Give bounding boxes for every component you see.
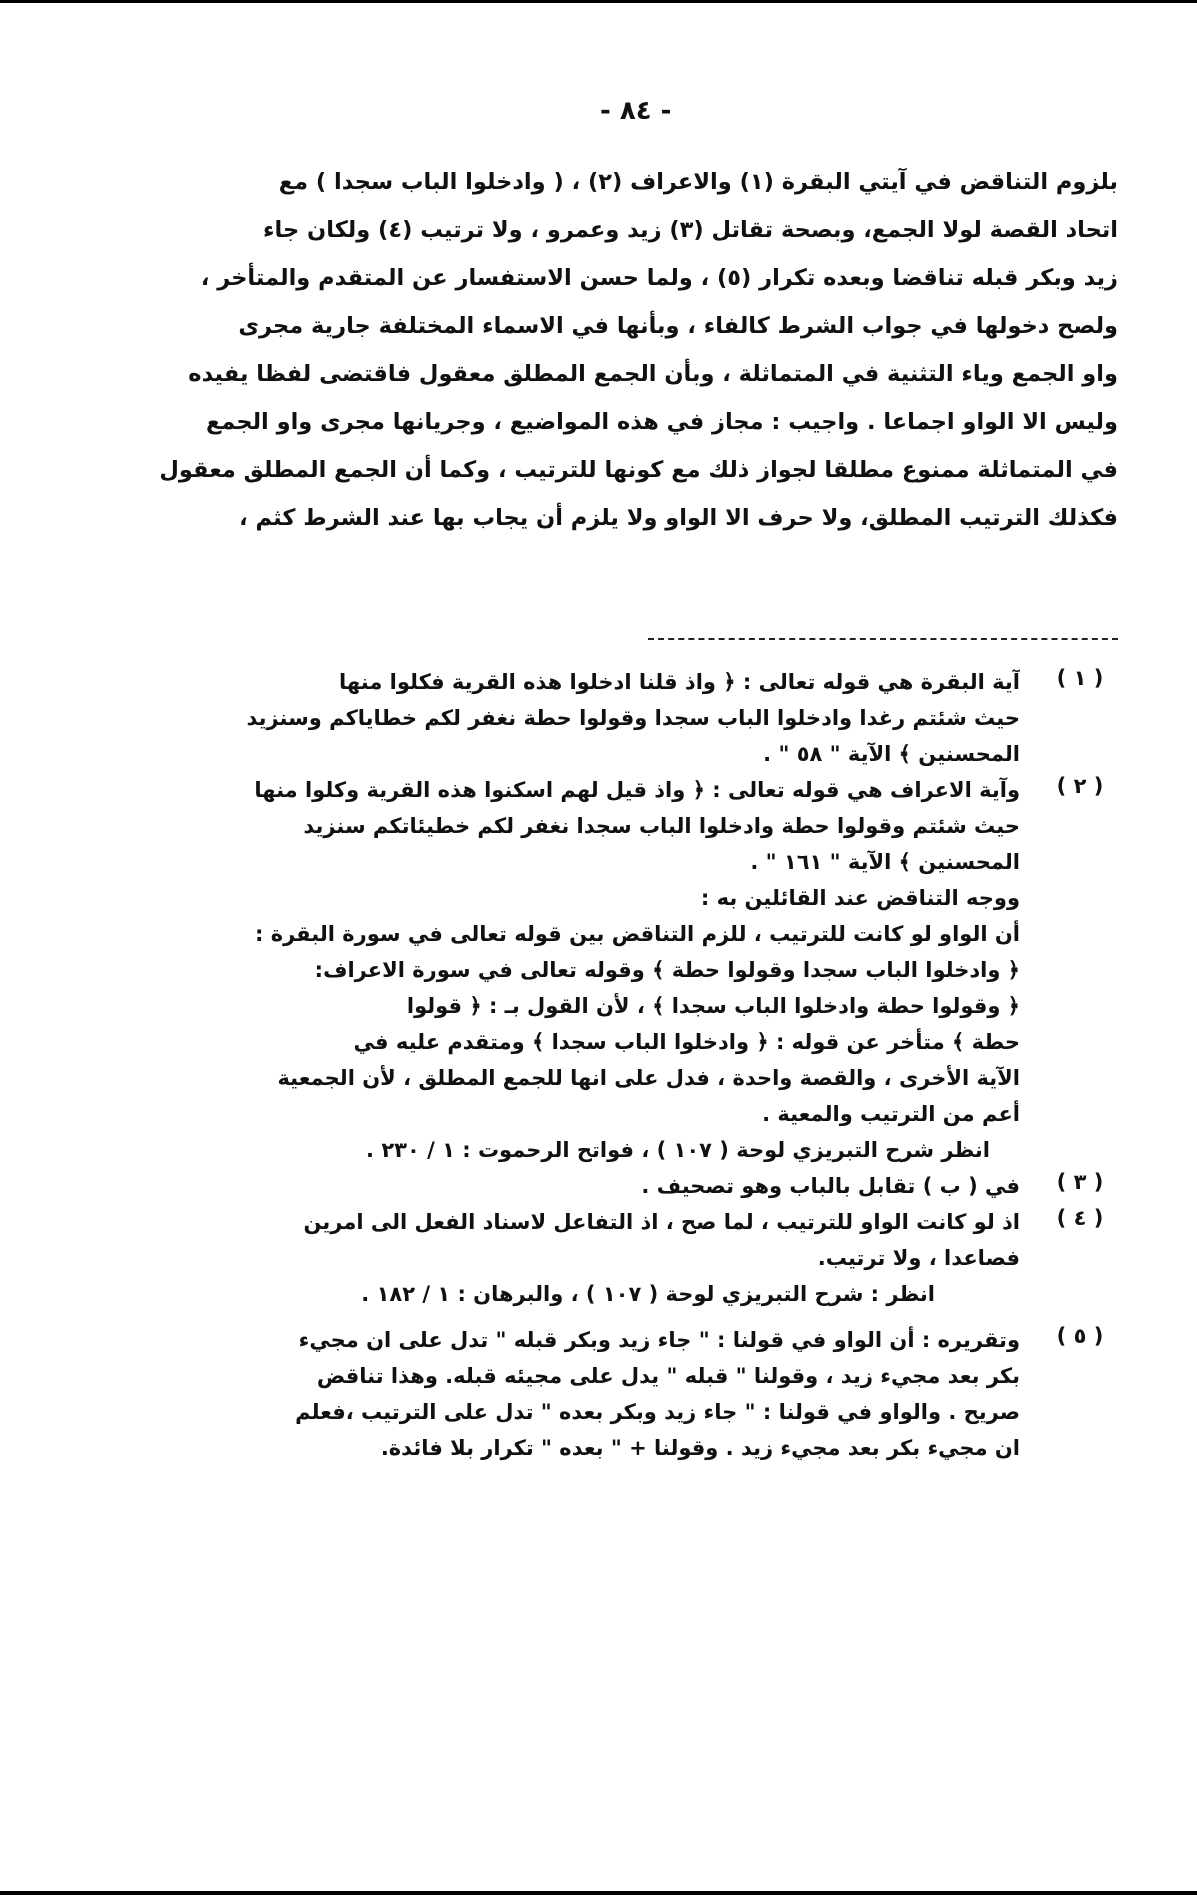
footnote-line: حطة ﴾ متأخر عن قوله : ﴿ وادخلوا الباب سجدا ﴾ ومتقدم عليه في (353, 1030, 1020, 1054)
footnote-5 (125, 1322, 1120, 1466)
footnote-number: ( ٤ ) (1056, 1206, 1104, 1230)
footnote-line: وآية الاعراف هي قوله تعالى : ﴿ واذ قيل لهم اسكنوا هذه القرية وكلوا منها (254, 778, 1020, 802)
footnote-4 (125, 1204, 1120, 1276)
main-text-line: زيد وبكر قبله تناقضا وبعده تكرار (٥) ، ولما حسن الاستفسار عن المتقدم والمتأخر ، (200, 265, 1118, 291)
scan-top-border (0, 0, 1197, 3)
footnote-line: ووجه التناقض عند القائلين به : (700, 886, 1020, 910)
main-text-block (148, 158, 1118, 542)
main-text-line: اتحاد القصة لولا الجمع، وبصحة تقاتل (٣) زيد وعمرو ، ولا ترتيب (٤) ولكان جاء (263, 217, 1118, 243)
footnote-1 (125, 664, 1120, 772)
main-text-line: واو الجمع وياء التثنية في المتماثلة ، وبأن الجمع المطلق معقول فاقتضى لفظا يفيده (188, 361, 1118, 387)
page-number: - ٨٤ - (600, 96, 672, 126)
main-text-line: وليس الا الواو اجماعا . واجيب : مجاز في هذه المواضيع ، وجريانها مجرى واو الجمع (205, 409, 1118, 435)
footnote-number: ( ٥ ) (1056, 1324, 1104, 1348)
footnote-reference: انظر : شرح التبريزي لوحة ( ١٠٧ ) ، والبرهان : ١ / ١٨٢ . (361, 1282, 935, 1306)
footnote-line: أن الواو لو كانت للترتيب ، للزم التناقض بين قوله تعالى في سورة البقرة : (254, 922, 1020, 946)
footnote-line: آية البقرة هي قوله تعالى : ﴿ واذ قلنا ادخلوا هذه القرية فكلوا منها (339, 670, 1020, 694)
footnote-line: فصاعدا ، ولا ترتيب. (817, 1246, 1020, 1270)
footnote-number: ( ٢ ) (1056, 774, 1104, 798)
footnote-line: وتقريره : أن الواو في قولنا : " جاء زيد وبكر قبله " تدل على ان مجيء (298, 1328, 1020, 1352)
footnote-reference: انظر شرح التبريزي لوحة ( ١٠٧ ) ، فواتح الرحموت : ١ / ٢٣٠ . (366, 1138, 990, 1162)
footnote-line: في ( ب ) تقابل بالباب وهو تصحيف . (641, 1174, 1020, 1198)
footnote-line: ان مجيء بكر بعد مجيء زيد . وقولنا + " بعده " تكرار بلا فائدة. (380, 1436, 1020, 1460)
footnote-line: اذ لو كانت الواو للترتيب ، لما صح ، اذ التفاعل لاسناد الفعل الى امرين (303, 1210, 1020, 1234)
footnotes-block (125, 664, 1120, 1466)
footnote-line: الآية الأخرى ، والقصة واحدة ، فدل على انها للجمع المطلق ، لأن الجمعية (277, 1066, 1020, 1090)
footnote-line: حيث شئتم رغدا وادخلوا الباب سجدا وقولوا حطة نغفر لكم خطاياكم وسنزيد (246, 706, 1020, 730)
main-text-line: بلزوم التناقض في آيتي البقرة (١) والاعراف (٢) ، ( وادخلوا الباب سجدا ) مع (278, 169, 1118, 195)
footnote-line: ﴿ وقولوا حطة وادخلوا الباب سجدا ﴾ ، لأن القول بـ : ﴿ قولوا (406, 994, 1020, 1018)
footnote-2 (125, 772, 1120, 880)
footnote-gap (125, 1312, 1120, 1322)
footnote-line: بكر بعد مجيء زيد ، وقولنا " قبله " يدل على مجيئه قبله. وهذا تناقض (316, 1364, 1020, 1388)
scan-bottom-border (0, 1891, 1197, 1895)
footnote-separator (648, 638, 1118, 640)
footnote-line: المحسنين ﴾ الآية " ٥٨ " . (763, 742, 1020, 766)
footnote-number: ( ١ ) (1056, 666, 1104, 690)
footnote-line: أعم من الترتيب والمعية . (762, 1102, 1020, 1126)
footnote-line: المحسنين ﴾ الآية " ١٦١ " . (750, 850, 1020, 874)
footnote-3 (125, 1168, 1120, 1204)
footnote-line: صريح . والواو في قولنا : " جاء زيد وبكر بعده " تدل على الترتيب ،فعلم (295, 1400, 1020, 1424)
footnote-line: ﴿ وادخلوا الباب سجدا وقولوا حطة ﴾ وقوله تعالى في سورة الاعراف: (314, 958, 1020, 982)
main-text-line: في المتماثلة ممنوع مطلقا لجواز ذلك مع كونها للترتيب ، وكما أن الجمع المطلق معقول (159, 457, 1118, 483)
main-text-line: ولصح دخولها في جواب الشرط كالفاء ، وبأنها في الاسماء المختلفة جارية مجرى (238, 313, 1118, 339)
footnote-line: حيث شئتم وقولوا حطة وادخلوا الباب سجدا نغفر لكم خطيئاتكم سنزيد (303, 814, 1020, 838)
main-text-line: فكذلك الترتيب المطلق، ولا حرف الا الواو ولا يلزم أن يجاب بها عند الشرط كثم ، (239, 505, 1118, 531)
footnote-number: ( ٣ ) (1056, 1170, 1104, 1194)
